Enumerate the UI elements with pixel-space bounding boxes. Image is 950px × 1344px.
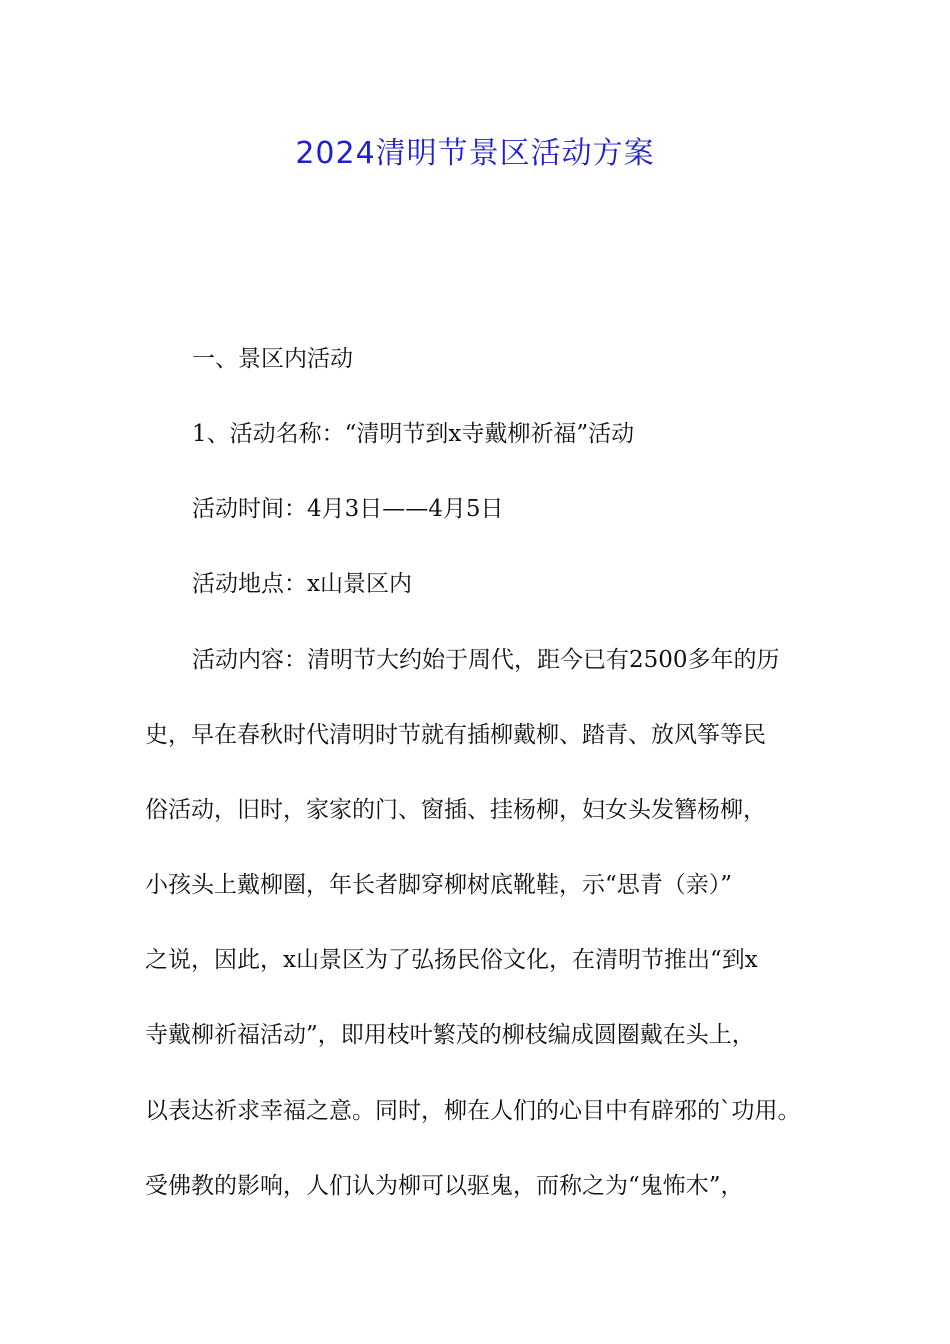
paragraph-line: 寺戴柳祈福活动”，即用枝叶繁茂的柳枝编成圆圈戴在头上， bbox=[145, 1022, 755, 1048]
paragraph-line: 小孩头上戴柳圈，年长者脚穿柳树底靴鞋，示“思青（亲）” bbox=[145, 872, 733, 898]
paragraph-line: 受佛教的影响，人们认为柳可以驱鬼，而称之为“鬼怖木”， bbox=[145, 1173, 744, 1199]
activity-location-line: 活动地点：x山景区内 bbox=[192, 571, 412, 597]
activity-content-line: 活动内容：清明节大约始于周代，距今已有2500多年的历 bbox=[192, 647, 780, 673]
section-heading: 一、景区内活动 bbox=[192, 346, 353, 372]
paragraph-line: 以表达祈求幸福之意。同时，柳在人们的心目中有辟邪的`功用。 bbox=[145, 1098, 801, 1124]
paragraph-line: 史，早在春秋时代清明时节就有插柳戴柳、踏青、放风筝等民 bbox=[145, 722, 766, 748]
activity-name-line: 1、活动名称：“清明节到x寺戴柳祈福”活动 bbox=[192, 421, 635, 447]
document-title: 2024清明节景区活动方案 bbox=[295, 136, 655, 171]
paragraph-line: 俗活动，旧时，家家的门、窗插、挂杨柳，妇女头发簪杨柳， bbox=[145, 797, 766, 823]
activity-time-line: 活动时间：4月3日——4月5日 bbox=[192, 496, 504, 522]
paragraph-line: 之说，因此，x山景区为了弘扬民俗文化，在清明节推出“到x bbox=[145, 947, 758, 973]
